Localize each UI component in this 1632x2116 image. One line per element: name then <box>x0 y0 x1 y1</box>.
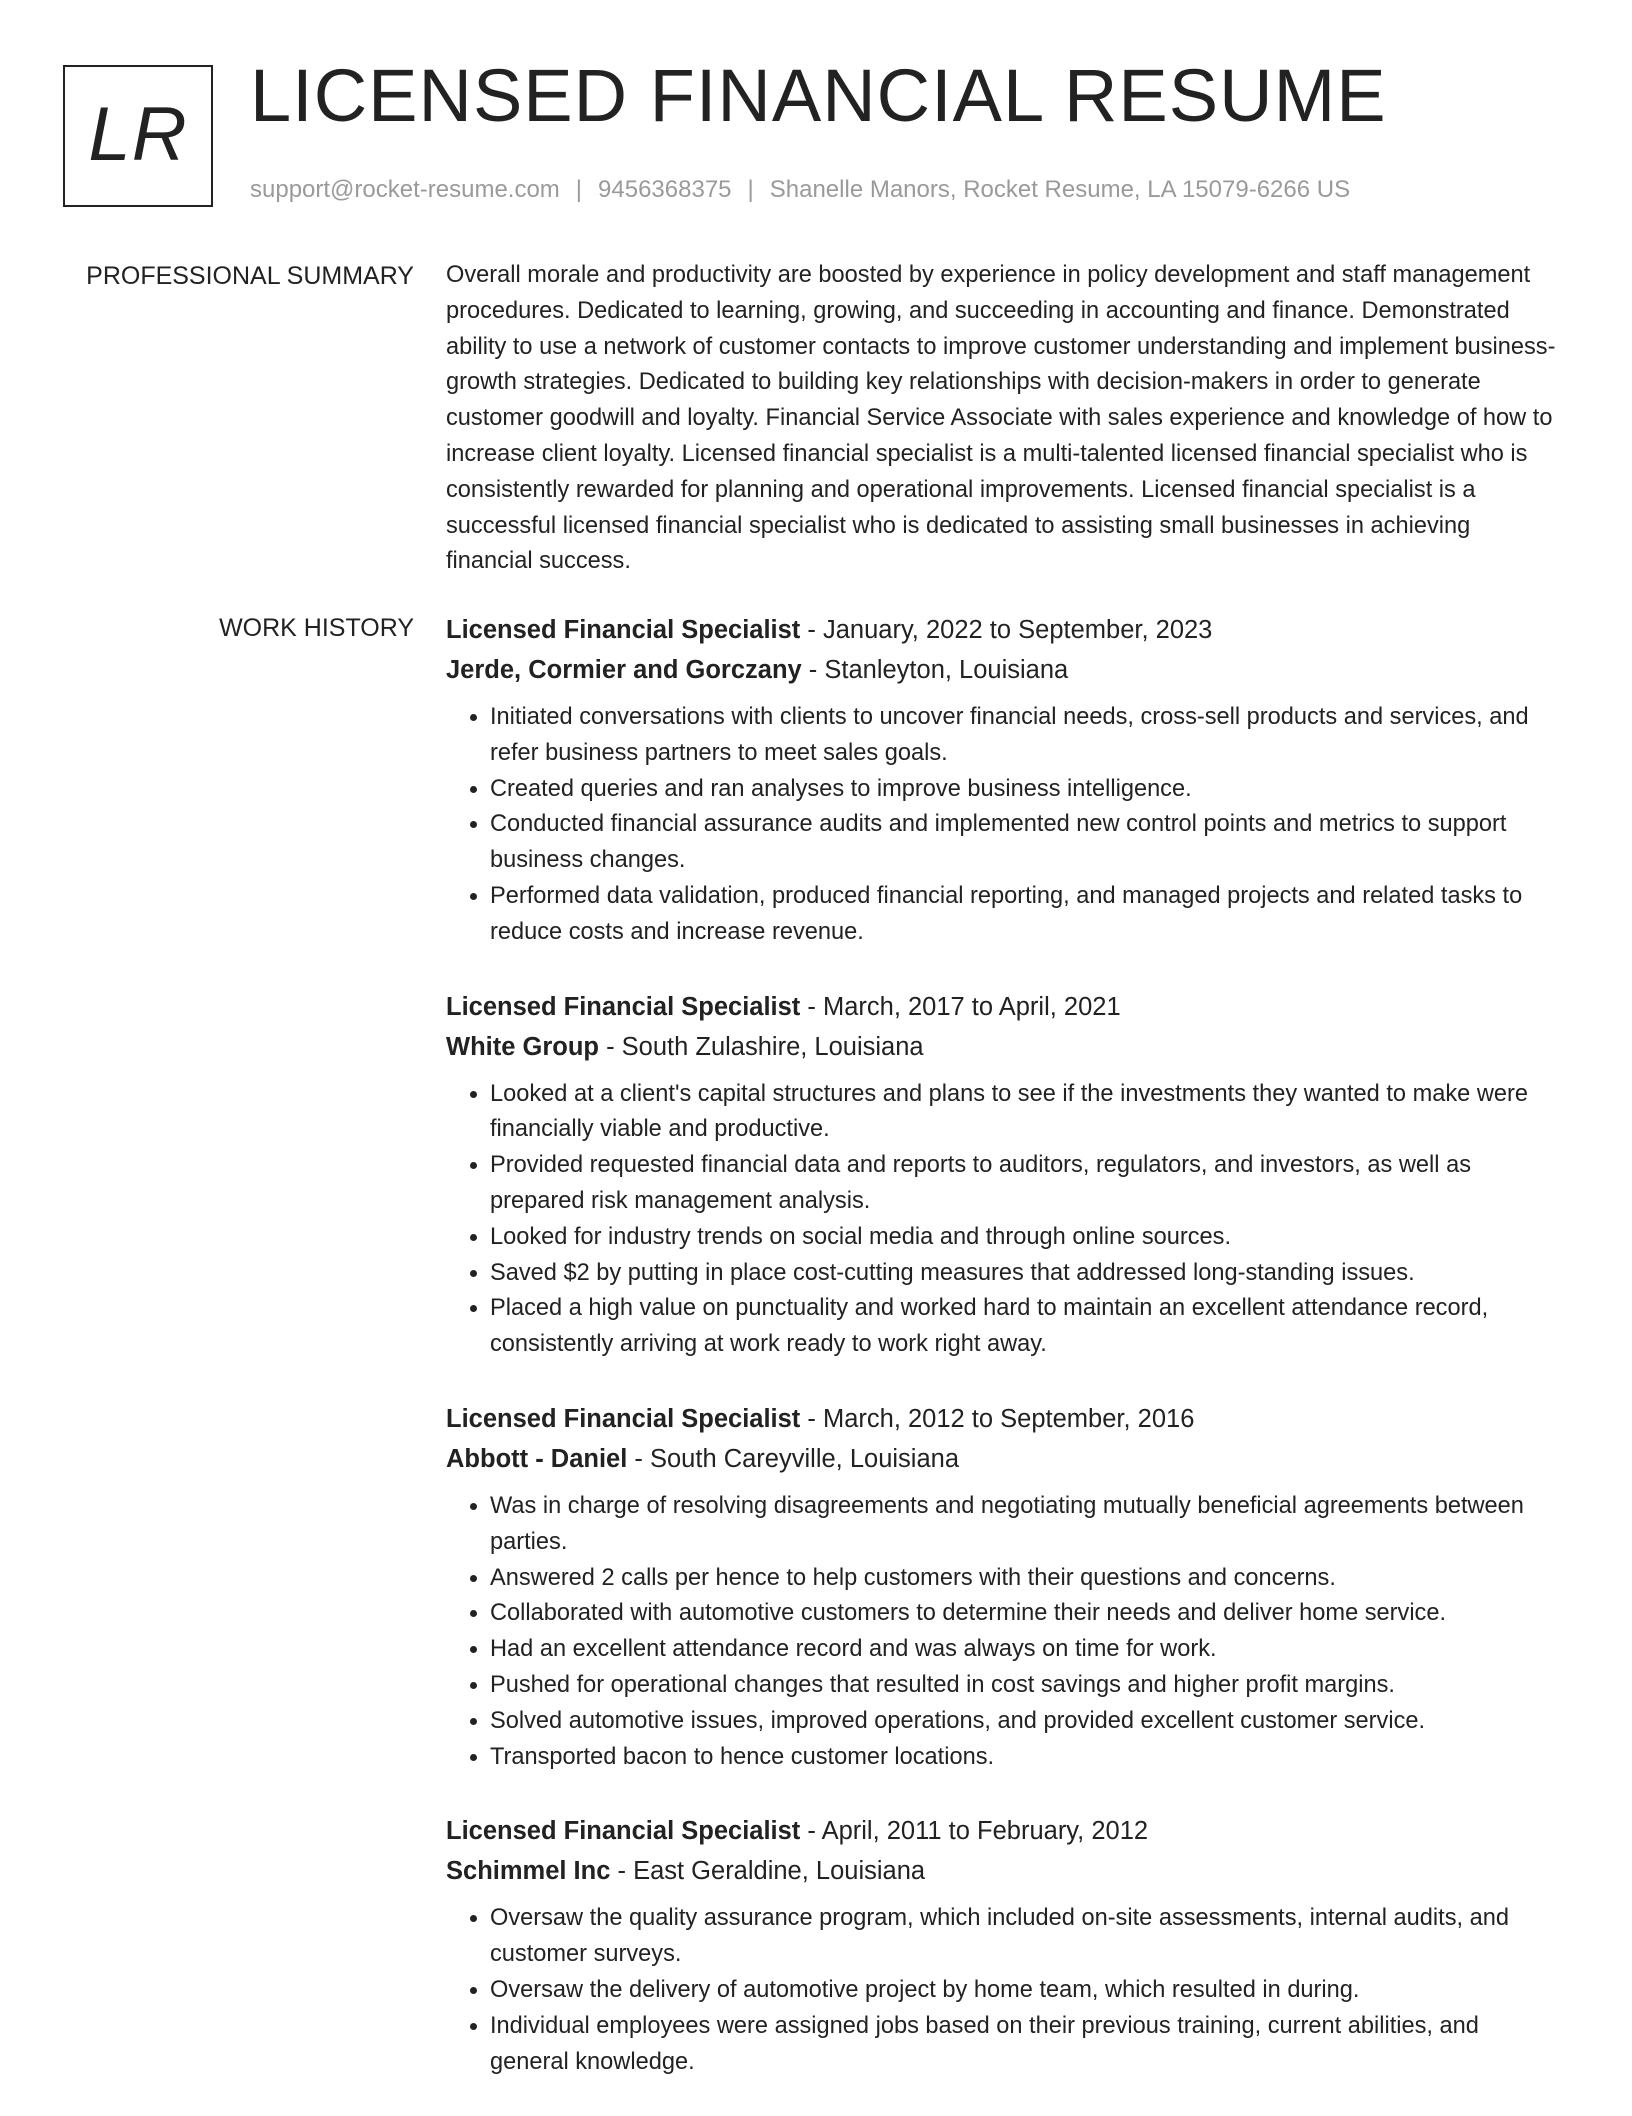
job-company-line <box>446 1439 1556 1479</box>
job-bullet: • Pushed for operational changes that resulted in cost savings and higher profit margins. <box>490 1668 1556 1704</box>
job-role: Licensed Financial Specialist <box>446 616 801 644</box>
job-bullet: • Performed data validation, produced financial reporting, and managed projects and related tasks to reduce costs and increase revenue. <box>490 879 1556 951</box>
summary-text: Overall morale and productivity are boosted by experience in policy development and staff management procedures. Dedicated to learning, growing, and succeeding in accounting and finance. Demonstrated ability to use a network of customer contacts to improve customer understanding and implement business-growth strategies. Dedicated to building key relationships with decision-makers in order to generate customer goodwill and loyalty. Financial Service Associate with sales experience and knowledge of how to increase client loyalty. Licensed financial specialist is a multi-talented licensed financial specialist who is consistently rewarded for planning and operational improvements. Licensed financial specialist is a successful licensed financial specialist who is dedicated to assisting small businesses in achieving financial success. <box>446 262 1556 575</box>
job-bullet: • Solved automotive issues, improved operations, and provided excellent customer service. <box>490 1704 1556 1740</box>
job-entry <box>446 610 1556 951</box>
job-bullet: • Oversaw the delivery of automotive project by home team, which resulted in during. <box>490 1973 1556 2009</box>
contact-separator: | <box>747 176 754 203</box>
work-history-body <box>446 610 1556 2116</box>
job-company: Abbott - Daniel <box>446 1444 628 1473</box>
job-bullet: • Looked for industry trends on social media and through online sources. <box>490 1220 1556 1256</box>
job-bullet: • Placed a high value on punctuality and worked hard to maintain an excellent attendance record, consistently arriving at work ready to work right away. <box>490 1291 1556 1363</box>
job-bullet: • Initiated conversations with clients to uncover financial needs, cross-sell products and services, and refer business partners to meet sales goals. <box>490 700 1556 772</box>
job-dates: - January, 2022 to September, 2023 <box>800 616 1213 644</box>
job-dates: - March, 2012 to September, 2016 <box>800 1404 1195 1433</box>
job-company-line <box>446 1851 1556 1891</box>
monogram-logo <box>63 65 213 207</box>
job-role: Licensed Financial Specialist <box>446 1817 801 1846</box>
contact-separator: | <box>575 176 583 203</box>
job-bullet: • Created queries and ran analyses to improve business intelligence. <box>490 772 1556 808</box>
job-bullet: • Had an excellent attendance record and was always on time for work. <box>490 1632 1556 1668</box>
job-bullet-list <box>446 700 1556 951</box>
work-history-heading: WORK HISTORY <box>219 614 414 642</box>
job-bullet: • Answered 2 calls per hence to help customers with their questions and concerns. <box>490 1561 1556 1597</box>
job-bullet-list <box>446 1901 1556 2080</box>
job-bullet: • Oversaw the quality assurance program, which included on-site assessments, internal audits, and customer surveys. <box>490 1901 1556 1973</box>
monogram-initials: LR <box>88 91 188 177</box>
contact-address: Shanelle Manors, Rocket Resume, LA 15079-6266 US <box>769 176 1351 203</box>
contact-phone: 9456368375 <box>598 176 732 203</box>
job-dates: - April, 2011 to February, 2012 <box>800 1817 1149 1846</box>
job-location: - South Zulashire, Louisiana <box>598 1032 924 1061</box>
job-bullet: • Provided requested financial data and reports to auditors, regulators, and investors, as well as prepared risk management analysis. <box>490 1148 1556 1220</box>
job-location: - Stanleyton, Louisiana <box>801 656 1069 684</box>
summary-body <box>446 258 1556 580</box>
job-company: Schimmel Inc <box>446 1857 611 1886</box>
resume-title: LICENSED FINANCIAL RESUME <box>250 54 1387 137</box>
job-location: - South Careyville, Louisiana <box>627 1444 960 1473</box>
job-company-line <box>446 1027 1556 1067</box>
job-entry <box>446 1811 1556 2080</box>
job-company: White Group <box>446 1032 599 1061</box>
job-company-line <box>446 650 1556 690</box>
job-bullet: • Collaborated with automotive customers to determine their needs and deliver home service. <box>490 1596 1556 1632</box>
contact-line <box>250 176 1350 204</box>
job-company: Jerde, Cormier and Gorczany <box>446 656 802 684</box>
summary-heading: PROFESSIONAL SUMMARY <box>86 262 414 290</box>
job-bullet: • Individual employees were assigned jobs based on their previous training, current abilities, and general knowledge. <box>490 2009 1556 2081</box>
job-title-line <box>446 987 1556 1027</box>
job-role: Licensed Financial Specialist <box>446 1404 801 1433</box>
job-bullet: • Saved $2 by putting in place cost-cutting measures that addressed long-standing issues. <box>490 1256 1556 1292</box>
job-role: Licensed Financial Specialist <box>446 992 801 1021</box>
job-location: - East Geraldine, Louisiana <box>610 1857 926 1886</box>
job-bullet: • Conducted financial assurance audits and implemented new control points and metrics to support business changes. <box>490 807 1556 879</box>
job-title-line <box>446 610 1556 650</box>
job-bullet-list <box>446 1077 1556 1363</box>
job-bullet: • Was in charge of resolving disagreements and negotiating mutually beneficial agreements between parties. <box>490 1489 1556 1561</box>
job-bullet: • Transported bacon to hence customer locations. <box>490 1740 1556 1776</box>
job-bullet-list <box>446 1489 1556 1775</box>
job-entry <box>446 1399 1556 1775</box>
job-bullet: • Looked at a client's capital structures and plans to see if the investments they wanted to make were financially viable and productive. <box>490 1077 1556 1149</box>
job-title-line <box>446 1399 1556 1439</box>
job-dates: - March, 2017 to April, 2021 <box>800 992 1121 1021</box>
job-title-line <box>446 1811 1556 1851</box>
job-entry <box>446 987 1556 1363</box>
contact-email: support@rocket-resume.com <box>250 176 560 203</box>
